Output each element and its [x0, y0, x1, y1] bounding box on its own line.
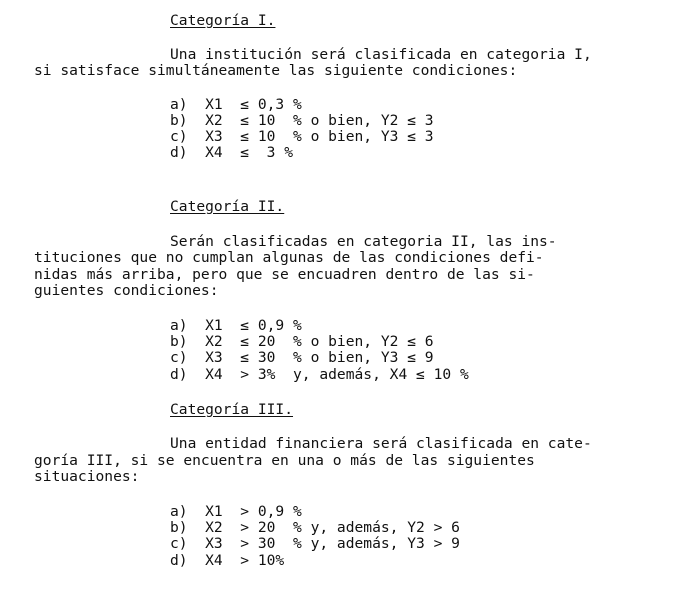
condition-item: a) X1 ≤ 0,3 %: [170, 96, 302, 113]
paragraph-line: situaciones:: [34, 468, 140, 485]
paragraph-line: guientes condiciones:: [34, 282, 219, 299]
condition-item: d) X4 ≤ 3 %: [170, 144, 294, 161]
condition-item: c) X3 ≤ 10 % o bien, Y3 ≤ 3: [170, 128, 434, 145]
condition-item: b) X2 ≤ 20 % o bien, Y2 ≤ 6: [170, 333, 434, 350]
condition-item: a) X1 > 0,9 %: [170, 503, 302, 520]
paragraph-line: Una institución será clasificada en categoria I,: [170, 46, 592, 63]
condition-item: c) X3 > 30 % y, además, Y3 > 9: [170, 535, 460, 552]
condition-item: d) X4 > 3% y, además, X4 ≤ 10 %: [170, 366, 469, 383]
condition-item: a) X1 ≤ 0,9 %: [170, 317, 302, 334]
paragraph-line: Una entidad financiera será clasificada en cate-: [170, 435, 592, 452]
section-heading: Categoría III.: [170, 401, 294, 418]
paragraph-line: nidas más arriba, pero que se encuadren dentro de las si-: [34, 266, 535, 283]
paragraph-line: Serán clasificadas en categoria II, las ins-: [170, 233, 557, 250]
section-heading: Categoría I.: [170, 12, 276, 29]
condition-item: b) X2 > 20 % y, además, Y2 > 6: [170, 519, 460, 536]
paragraph-line: goría III, si se encuentra en una o más de las siguientes: [34, 452, 535, 469]
condition-item: b) X2 ≤ 10 % o bien, Y2 ≤ 3: [170, 112, 434, 129]
condition-item: c) X3 ≤ 30 % o bien, Y3 ≤ 9: [170, 349, 434, 366]
paragraph-line: si satisface simultáneamente las siguiente condiciones:: [34, 62, 518, 79]
condition-item: d) X4 > 10%: [170, 552, 285, 569]
paragraph-line: tituciones que no cumplan algunas de las condiciones defi-: [34, 249, 544, 266]
section-heading: Categoría II.: [170, 198, 285, 215]
